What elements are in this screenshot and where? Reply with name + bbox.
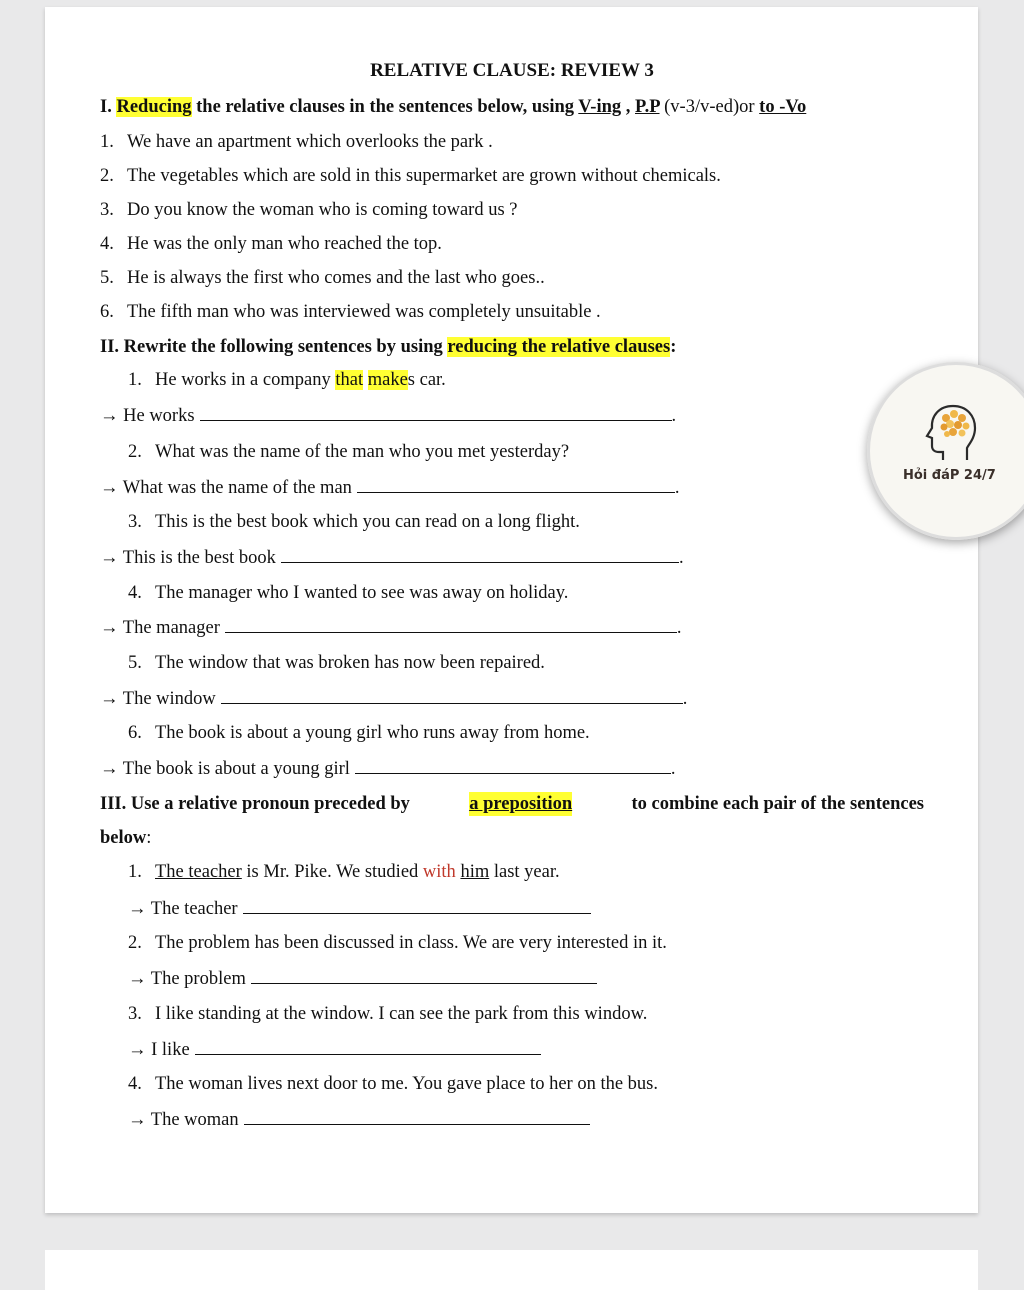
answer-line: → The woman: [128, 1108, 590, 1132]
answer-line: → What was the name of the man .: [100, 478, 680, 498]
list-item: 4. The manager who I wanted to see was away on holiday.: [128, 583, 569, 603]
list-item: 3. I like standing at the window. I can see the park from this window.: [128, 1004, 648, 1024]
answer-line: → The window .: [100, 689, 688, 709]
list-item: 2. What was the name of the man who you met yesterday?: [128, 442, 570, 462]
answer-line: → The teacher: [128, 897, 591, 921]
answer-blank[interactable]: [357, 478, 675, 493]
answer-line: → I like: [128, 1038, 541, 1062]
section-2-heading: II. Rewrite the following sentences by using reducing the relative clauses:: [100, 337, 677, 357]
brain-head-icon: [923, 402, 983, 462]
answer-line: → The problem: [128, 967, 597, 991]
list-item: 1. The teacher is Mr. Pike. We studied with him last year.: [128, 862, 560, 882]
watermark-label: Hỏi đáP 24/7: [903, 468, 996, 483]
list-item: 6. The fifth man who was interviewed was completely unsuitable .: [100, 302, 601, 322]
answer-line: → The manager .: [100, 618, 682, 638]
answer-blank[interactable]: [225, 618, 677, 633]
answer-blank[interactable]: [221, 689, 683, 704]
list-item: 3. This is the best book which you can read on a long flight.: [128, 512, 580, 532]
answer-blank[interactable]: [195, 1040, 541, 1055]
answer-line: → This is the best book .: [100, 548, 684, 568]
answer-blank[interactable]: [200, 406, 672, 421]
answer-blank[interactable]: [355, 759, 671, 774]
list-item: 6. The book is about a young girl who runs away from home.: [128, 723, 590, 743]
answer-line: → He works .: [100, 406, 677, 426]
page-title: RELATIVE CLAUSE: REVIEW 3: [370, 60, 654, 81]
list-item: 2. The problem has been discussed in class. We are very interested in it.: [128, 933, 667, 953]
list-item: 1. He works in a company that makes car.: [128, 370, 446, 390]
list-item: 2. The vegetables which are sold in this supermarket are grown without chemicals.: [100, 166, 721, 186]
answer-blank[interactable]: [281, 548, 679, 563]
list-item: 5. The window that was broken has now been repaired.: [128, 653, 545, 673]
answer-line: → The book is about a young girl .: [100, 759, 676, 779]
list-item: 1. We have an apartment which overlooks the park .: [100, 132, 493, 152]
list-item: 4. He was the only man who reached the top.: [100, 234, 442, 254]
answer-blank[interactable]: [243, 899, 591, 914]
next-page-edge: [45, 1250, 978, 1290]
list-item: 4. The woman lives next door to me. You gave place to her on the bus.: [128, 1074, 658, 1094]
section-1-heading: I. Reducing the relative clauses in the sentences below, using V-ing , P.P (v-3/v-ed)or to -Vo: [100, 97, 807, 117]
list-item: 5. He is always the first who comes and the last who goes..: [100, 268, 545, 288]
list-item: 3. Do you know the woman who is coming toward us ?: [100, 200, 518, 220]
section-3-heading-cont: below:: [100, 828, 152, 848]
answer-blank[interactable]: [251, 969, 597, 984]
answer-blank[interactable]: [244, 1110, 590, 1125]
section-3-heading: III. Use a relative pronoun preceded by a preposition to combine each pair of the sentences: [100, 794, 924, 814]
